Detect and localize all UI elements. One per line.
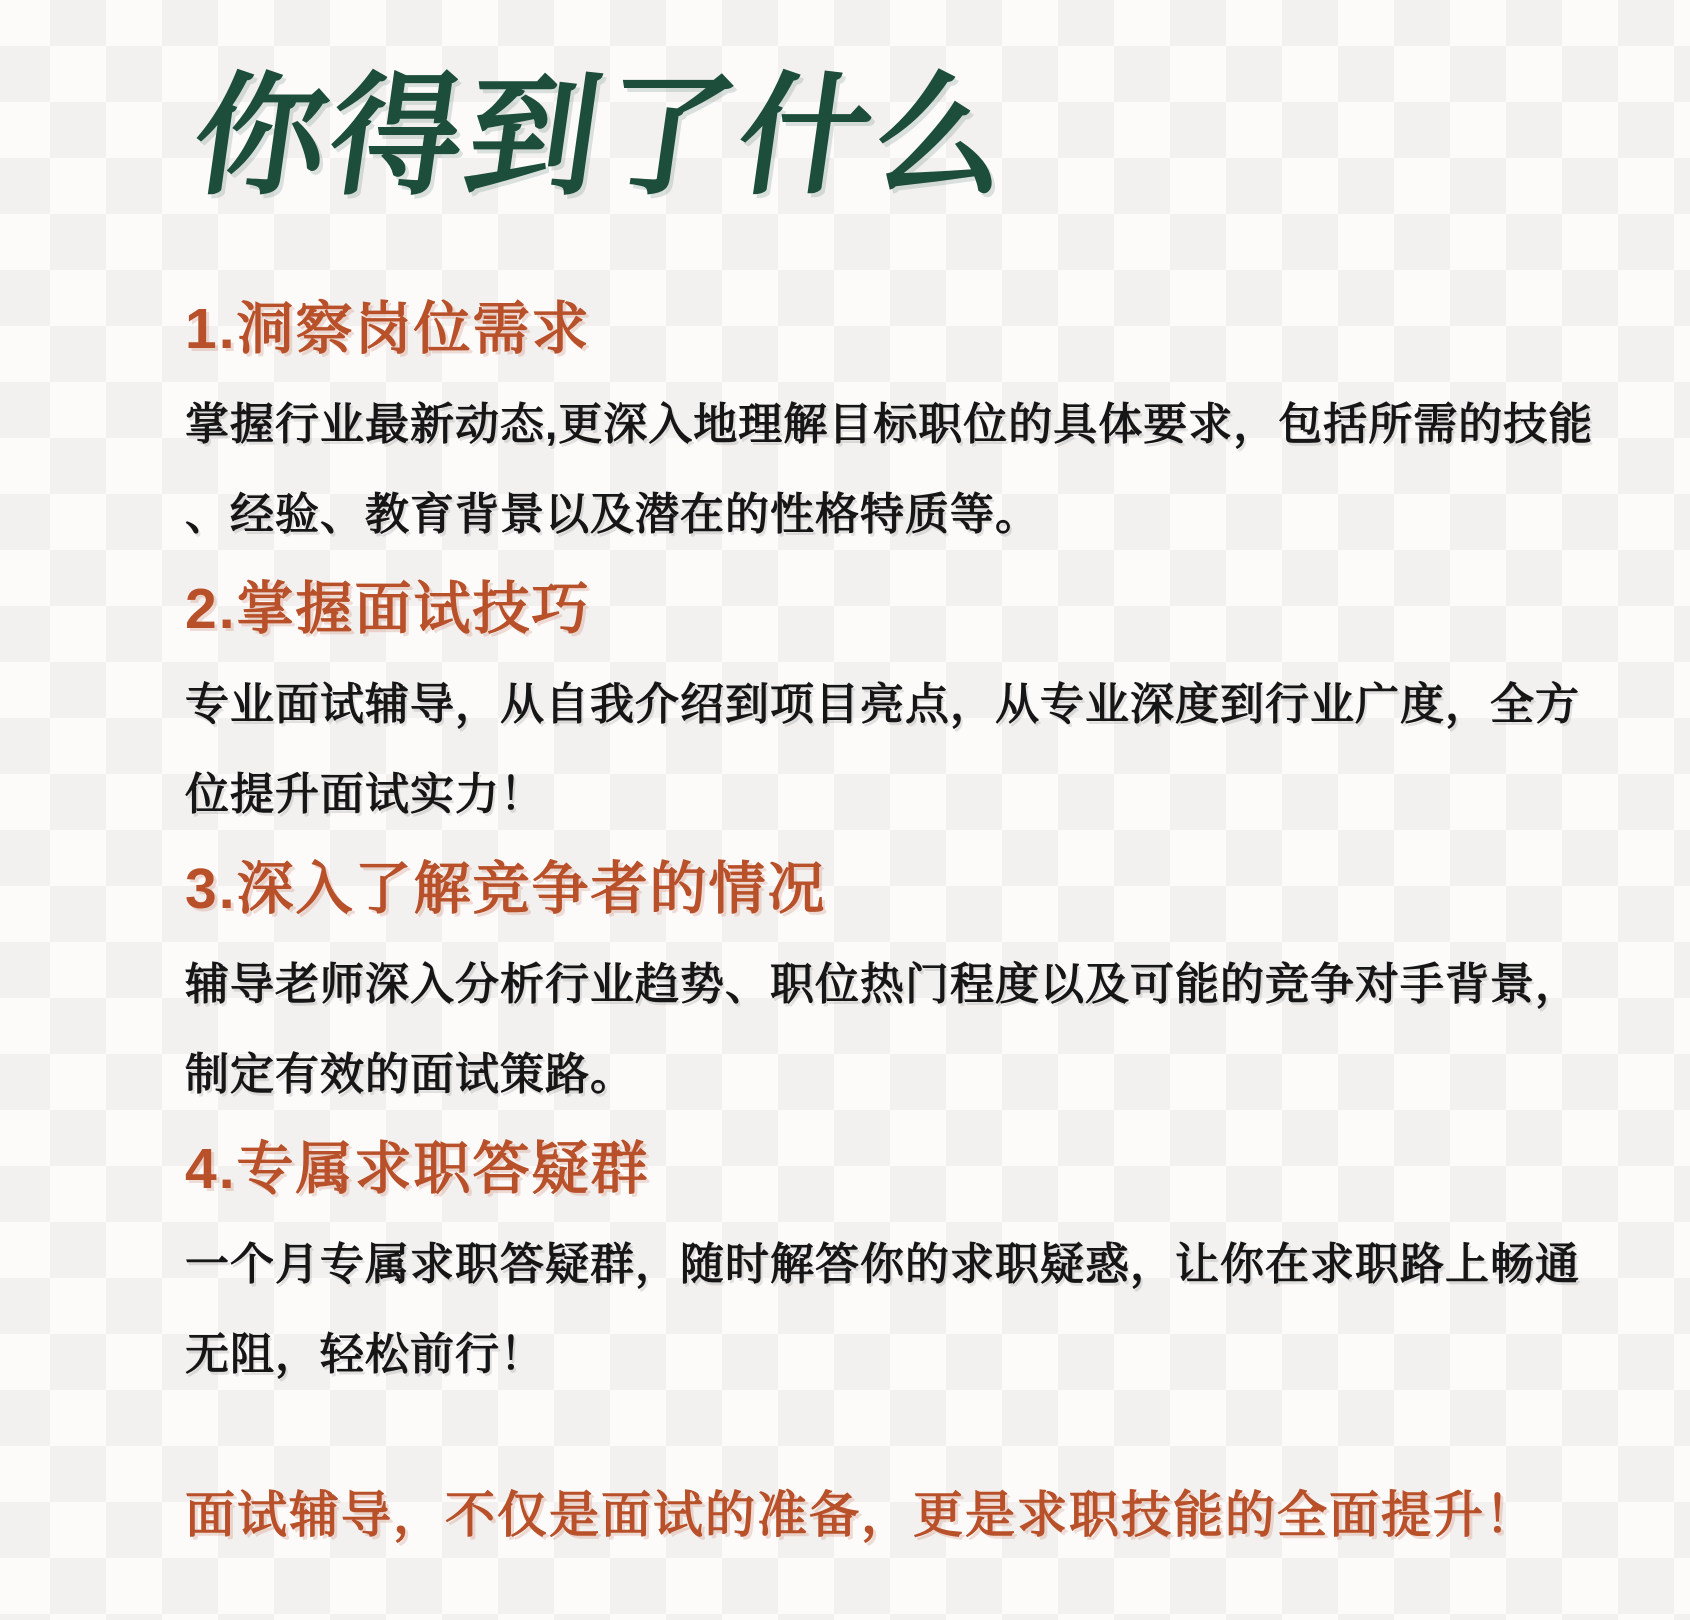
- section-body-line: 、经验、教育背景以及潜在的性格特质等。: [185, 489, 1040, 539]
- section-body-line: 掌握行业最新动态,更深入地理解目标职位的具体要求，包括所需的技能: [185, 399, 1594, 449]
- section-heading: 1.洞察岗位需求: [185, 296, 591, 361]
- benefit-section: [185, 1134, 1580, 1400]
- page-title: 你得到了什么: [184, 63, 1022, 210]
- section-body-line: 位提升面试实力！: [185, 769, 545, 819]
- footer-slogan: 面试辅导，不仅是面试的准备，更是求职技能的全面提升！: [185, 1486, 1537, 1543]
- section-heading: 2.掌握面试技巧: [185, 576, 591, 641]
- section-heading: 4.专属求职答疑群: [185, 1136, 650, 1201]
- section-heading: 3.深入了解竞争者的情况: [185, 856, 827, 921]
- section-body-line: 制定有效的面试策路。: [185, 1049, 635, 1099]
- section-body-line: 一个月专属求职答疑群，随时解答你的求职疑惑，让你在求职路上畅通: [185, 1239, 1580, 1289]
- benefit-section: [185, 854, 1580, 1120]
- benefits-list: [185, 294, 1594, 1400]
- section-body-line: 专业面试辅导，从自我介绍到项目亮点，从专业深度到行业广度，全方: [185, 679, 1580, 729]
- benefit-section: [185, 574, 1580, 840]
- section-body-line: 辅导老师深入分析行业趋势、职位热门程度以及可能的竞争对手背景，: [185, 959, 1580, 1009]
- benefit-section: [185, 294, 1594, 560]
- section-body-line: 无阻，轻松前行！: [185, 1329, 545, 1379]
